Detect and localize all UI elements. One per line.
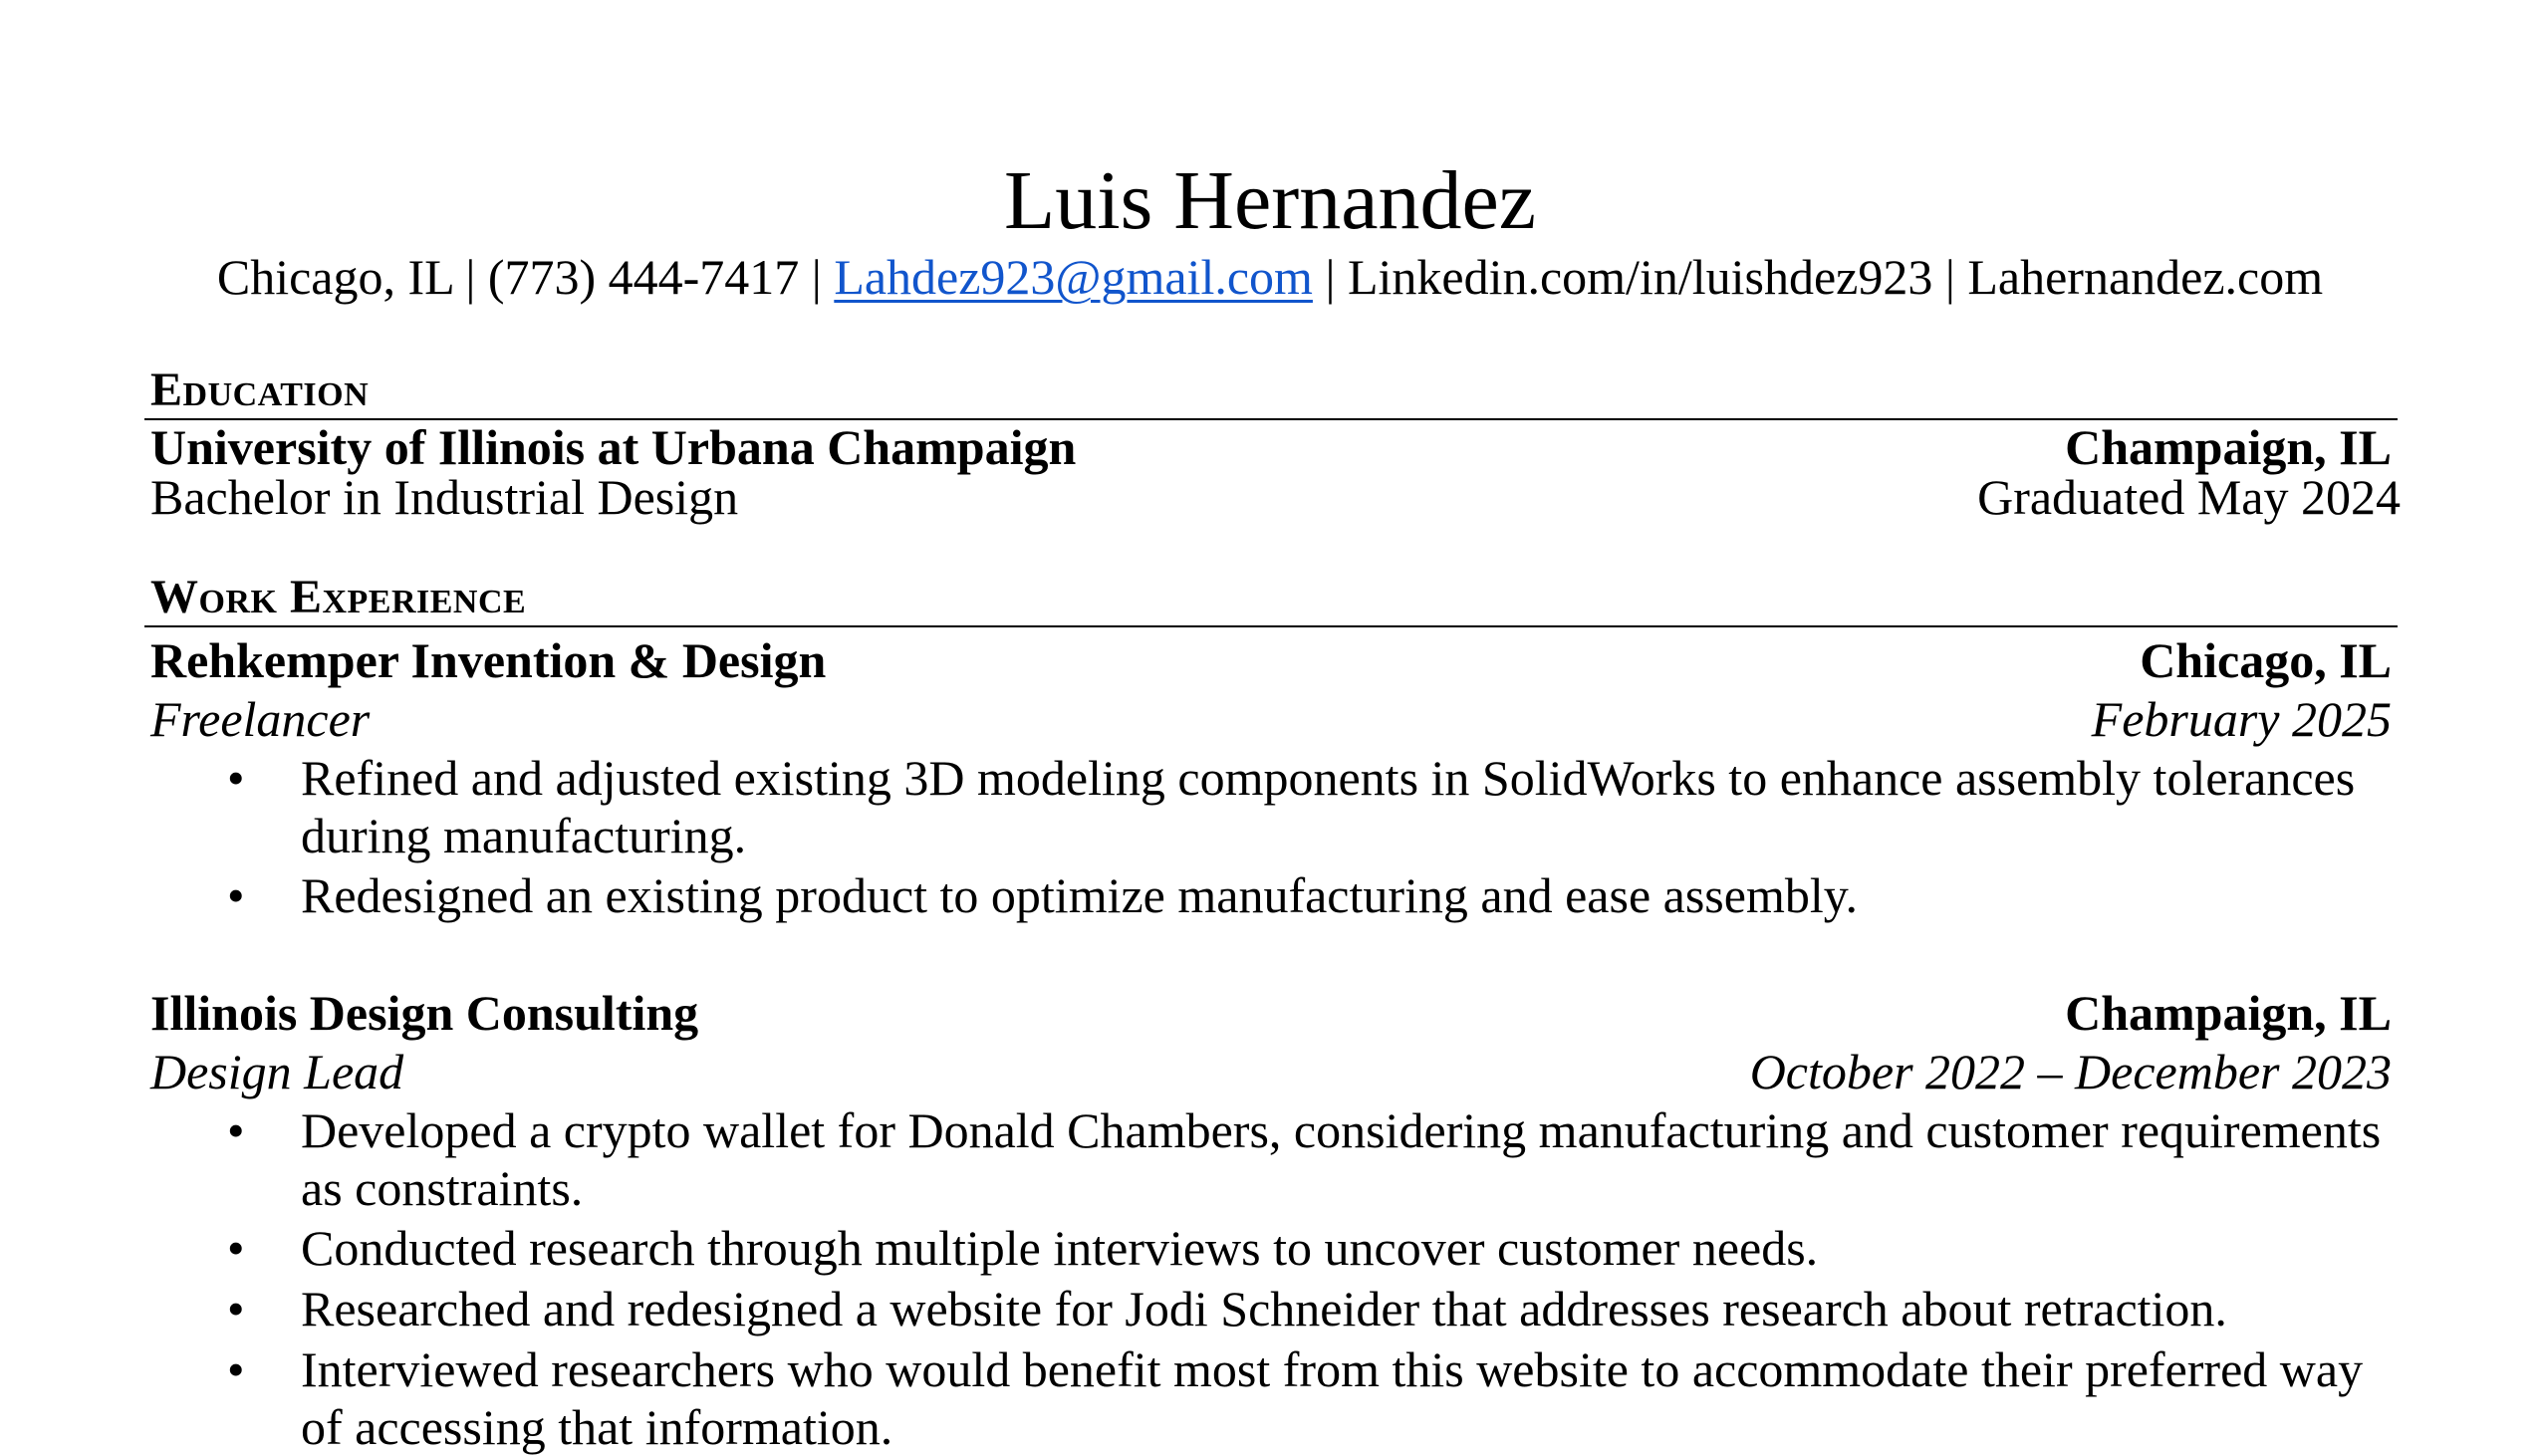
- job-company: Rehkemper Invention & Design: [150, 632, 827, 688]
- job-bullet-text: Refined and adjusted existing 3D modeling components in SolidWorks to enhance assembly tolerances during manufacturing.: [301, 750, 2356, 863]
- education-location: Champaign, IL: [2065, 419, 2392, 475]
- contact-separator: |: [799, 249, 835, 305]
- bullet-icon: •: [227, 1102, 245, 1158]
- contact-separator: |: [1312, 249, 1348, 305]
- contact-email-link[interactable]: Lahdez923@gmail.com: [834, 249, 1313, 305]
- education-degree-row: [150, 468, 2401, 526]
- contact-linkedin: Linkedin.com/in/luishdez923: [1347, 249, 1933, 305]
- job-bullet-text: Redesigned an existing product to optimize manufacturing and ease assembly.: [301, 867, 1858, 923]
- section-title-education: Education: [150, 364, 370, 416]
- contact-separator: |: [1932, 249, 1968, 305]
- section-divider: [144, 625, 2398, 627]
- education-school: University of Illinois at Urbana Champaign: [150, 419, 1077, 475]
- contact-separator: |: [452, 249, 488, 305]
- bullet-icon: •: [227, 1220, 245, 1276]
- job-company: Illinois Design Consulting: [150, 985, 699, 1041]
- job-role-row: [150, 1043, 2392, 1100]
- job-role: Design Lead: [150, 1044, 404, 1099]
- job-bullet-text: Developed a crypto wallet for Donald Chambers, considering manufacturing and customer requirements as constraints.: [301, 1102, 2382, 1216]
- job-role: Freelancer: [150, 691, 371, 747]
- job-header-row: [150, 631, 2392, 689]
- job-dates: February 2025: [2091, 691, 2392, 747]
- candidate-name: Luis Hernandez: [1003, 154, 1537, 247]
- contact-line: [0, 245, 2540, 309]
- job-bullet-text: Interviewed researchers who would benefit most from this website to accommodate their preferred way of accessing that information.: [301, 1341, 2364, 1455]
- job-dates: October 2022 – December 2023: [1749, 1044, 2392, 1099]
- education-degree: Bachelor in Industrial Design: [150, 469, 739, 525]
- education-graduation: Graduated May 2024: [1977, 469, 2401, 525]
- bullet-icon: •: [227, 750, 245, 806]
- job-role-row: [150, 690, 2392, 748]
- contact-location: Chicago, IL: [216, 249, 453, 305]
- job-bullet-text: Conducted research through multiple interviews to uncover customer needs.: [301, 1220, 1819, 1276]
- job-location: Chicago, IL: [2140, 632, 2392, 688]
- job-header-row: [150, 984, 2392, 1042]
- bullet-icon: •: [227, 1281, 245, 1336]
- contact-website: Lahernandez.com: [1967, 249, 2324, 305]
- bullet-icon: •: [227, 1341, 245, 1397]
- contact-phone: (773) 444-7417: [487, 249, 800, 305]
- job-location: Champaign, IL: [2065, 985, 2392, 1041]
- bullet-icon: •: [227, 867, 245, 923]
- section-title-work-experience: Work Experience: [150, 571, 527, 623]
- job-bullet-text: Researched and redesigned a website for Jodi Schneider that addresses research about retraction.: [301, 1281, 2227, 1336]
